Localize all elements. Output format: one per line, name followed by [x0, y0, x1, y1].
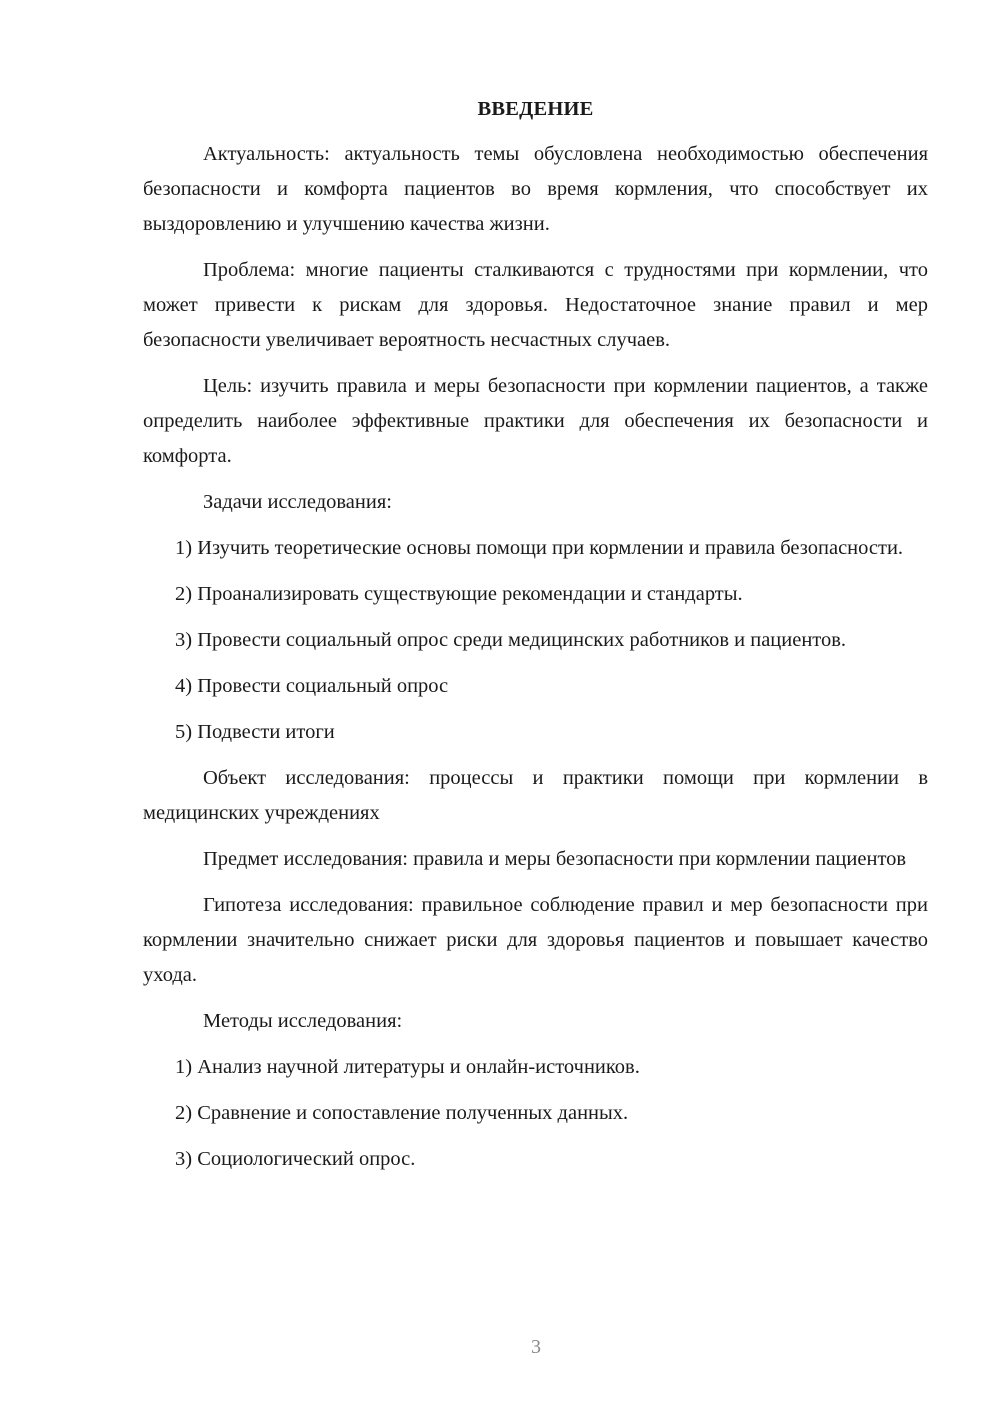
relevance-paragraph: Актуальность: актуальность темы обусловлена необходимостью обеспечения безопасности и комфорта пациентов во время кормления, что способствует их выздоровлению и улучшению качества жизни.	[143, 143, 928, 235]
task-item: 4) Провести социальный опрос	[175, 675, 449, 697]
method-item: 3) Социологический опрос.	[175, 1148, 416, 1170]
methods-heading: Методы исследования:	[203, 1010, 403, 1032]
subject-paragraph: Предмет исследования: правила и меры безопасности при кормлении пациентов	[203, 848, 907, 870]
task-item: 1) Изучить теоретические основы помощи при кормлении и правила безопасности.	[175, 537, 904, 559]
section-title: ВВЕДЕНИЕ	[477, 98, 594, 120]
task-item: 5) Подвести итоги	[175, 721, 335, 743]
method-item: 2) Сравнение и сопоставление полученных данных.	[175, 1102, 629, 1124]
task-item: 2) Проанализировать существующие рекомендации и стандарты.	[175, 583, 743, 605]
task-item: 3) Провести социальный опрос среди медицинских работников и пациентов.	[175, 629, 847, 651]
problem-paragraph: Проблема: многие пациенты сталкиваются с трудностями при кормлении, что может привести к рискам для здоровья. Недостаточное знание правил и мер безопасности увеличивает вероятность несчастных случаев.	[143, 259, 928, 351]
page-number: 3	[531, 1336, 541, 1358]
method-item: 1) Анализ научной литературы и онлайн-источников.	[175, 1056, 640, 1078]
hypothesis-paragraph: Гипотеза исследования: правильное соблюдение правил и мер безопасности при кормлении значительно снижает риски для здоровья пациентов и повышает качество ухода.	[143, 894, 928, 986]
object-paragraph: Объект исследования: процессы и практики помощи при кормлении в медицинских учреждениях	[143, 767, 928, 824]
page-content	[143, 92, 928, 1188]
goal-paragraph: Цель: изучить правила и меры безопасности при кормлении пациентов, а также определить наиболее эффективные практики для обеспечения их безопасности и комфорта.	[143, 375, 928, 467]
tasks-heading: Задачи исследования:	[203, 491, 392, 513]
